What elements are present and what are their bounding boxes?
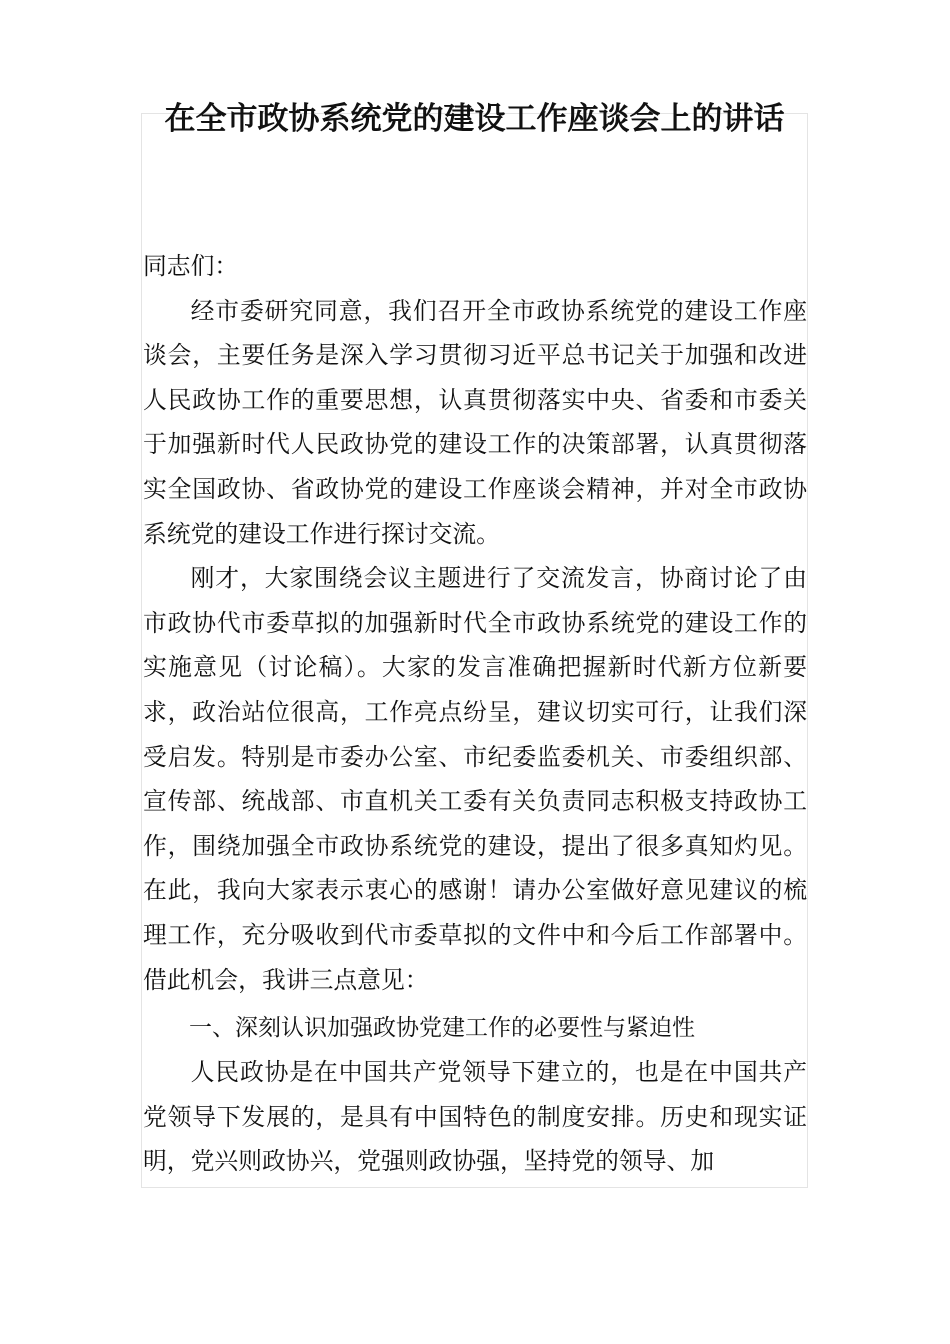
section-heading: 一、深刻认识加强政协党建工作的必要性与紧迫性 xyxy=(189,1015,695,1042)
document-body xyxy=(143,244,807,1184)
document-title: 在全市政协系统党的建设工作座谈会上的讲话 xyxy=(164,101,785,137)
paragraph-1: 经市委研究同意，我们召开全市政协系统党的建设工作座谈会，主要任务是深入学习贯彻习近平总书记关于加强和改进人民政协工作的重要思想，认真贯彻落实中央、省委和市委关于加强新时代人民政协党的建设工作的决策部署，认真贯彻落实全国政协、省政协党的建设工作座谈会精神，并对全市政协系统党的建设工作进行探讨交流。 xyxy=(143,296,807,548)
paragraph-3: 人民政协是在中国共产党领导下建立的，也是在中国共产党领导下发展的，是具有中国特色的制度安排。历史和现实证明，党兴则政协兴，党强则政协强，坚持党的领导、加 xyxy=(143,1058,807,1176)
salutation: 同志们： xyxy=(143,252,239,280)
paragraph-2: 刚才，大家围绕会议主题进行了交流发言，协商讨论了由市政协代市委草拟的加强新时代全市政协系统党的建设工作的实施意见（讨论稿）。大家的发言准确把握新时代新方位新要求，政治站位很高，工作亮点纷呈，建议切实可行，让我们深受启发。特别是市委办公室、市纪委监委机关、市委组织部、宣传部、统战部、市直机关工委有关负责同志积极支持政协工作，围绕加强全市政协系统党的建设，提出了很多真知灼见。在此，我向大家表示衷心的感谢！请办公室做好意见建议的梳理工作，充分吸收到代市委草拟的文件中和今后工作部署中。借此机会，我讲三点意见： xyxy=(143,564,807,994)
